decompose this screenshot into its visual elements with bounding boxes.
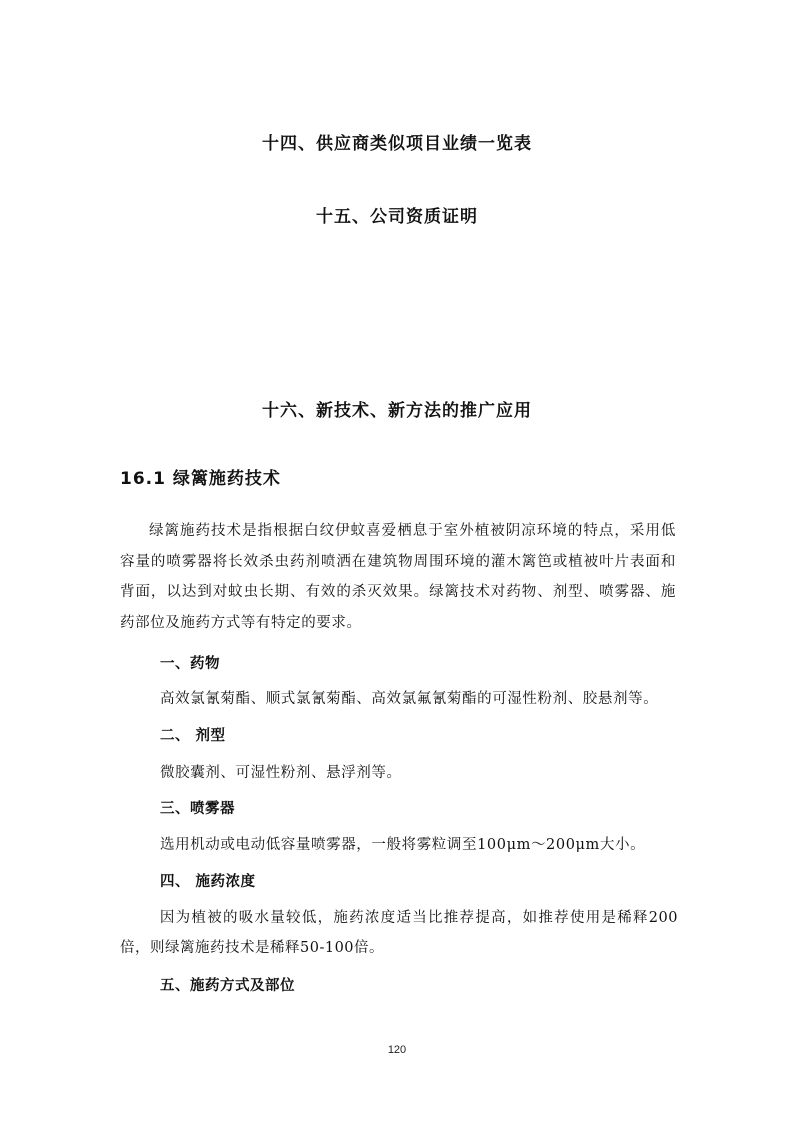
item-text-formulation: 微胶囊剂、可湿性粉剂、悬浮剂等。 (160, 765, 402, 781)
heading-company-qualification: 十五、公司资质证明 (316, 207, 478, 227)
section-intro-paragraph: 绿篱施药技术是指根据白纹伊蚊喜爱栖息于室外植被阴凉环境的特点，采用低容量的喷雾器将长效杀虫药剂喷洒在建筑物周围环境的灌木篱笆或植被叶片表面和背面，以达到对蚊虫长期、有效的杀灭效果。绿篱技术对药物、剂型、喷雾器、施药部位及施药方式等有特定的要求。 (120, 523, 676, 631)
item-text-drug: 高效氯氰菊酯、顺式氯氰菊酯、高效氯氟氰菊酯的可湿性粉剂、胶悬剂等。 (160, 691, 659, 707)
item-heading-sprayer: 三、喷雾器 (160, 801, 235, 817)
item-heading-drug: 一、药物 (160, 656, 220, 672)
page-number: 120 (387, 1044, 407, 1056)
item-heading-concentration: 四、 施药浓度 (160, 874, 256, 890)
item-heading-formulation: 二、 剂型 (160, 728, 226, 744)
section-title-hedge-spraying: 16.1 绿篱施药技术 (120, 469, 281, 489)
item-text-concentration: 因为植被的吸水量较低，施药浓度适当比推荐提高，如推荐使用是稀释200倍，则绿篱施药技术是稀释50-100倍。 (120, 910, 678, 956)
heading-supplier-performance-table: 十四、供应商类似项目业绩一览表 (262, 134, 532, 154)
item-heading-method-location: 五、施药方式及部位 (160, 978, 295, 994)
item-text-sprayer: 选用机动或电动低容量喷雾器，一般将雾粒调至100μm～200μm大小。 (160, 837, 646, 853)
heading-new-technology-application: 十六、新技术、新方法的推广应用 (262, 401, 532, 421)
